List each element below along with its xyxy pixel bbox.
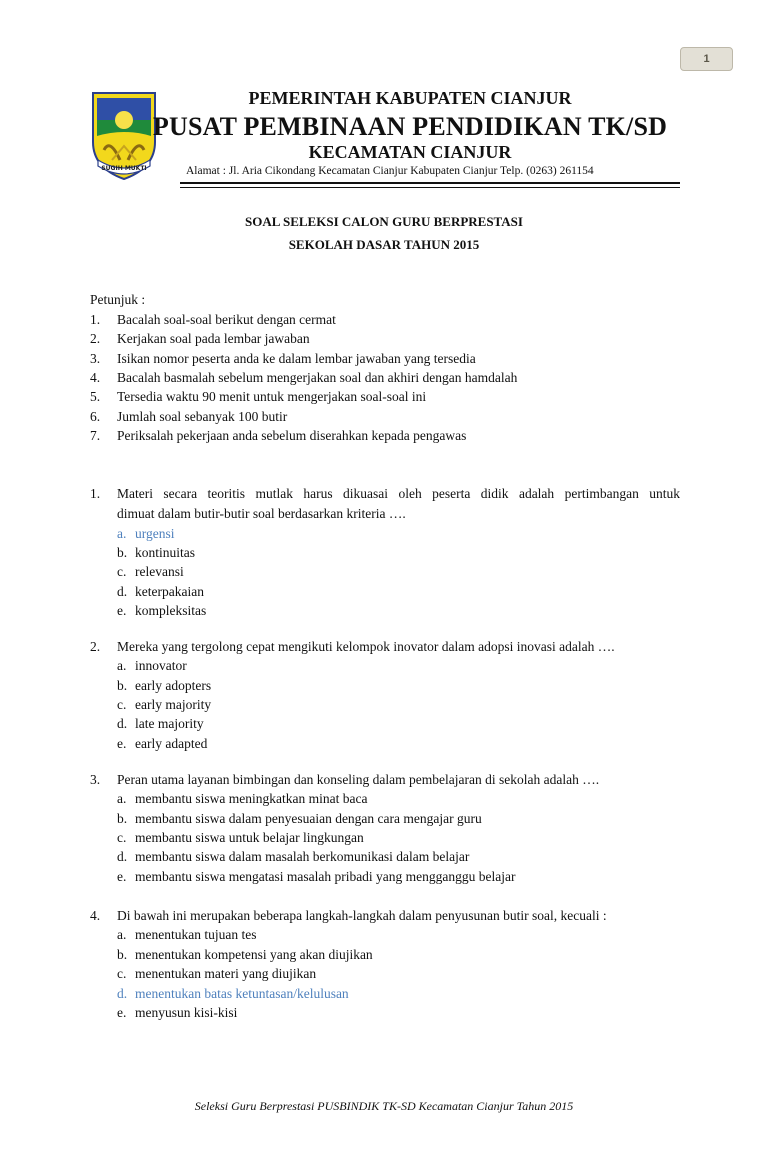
header-divider-thick — [180, 182, 680, 184]
question-3-text: 3. Peran utama layanan bimbingan dan konseling dalam pembelajaran di sekolah adalah …. — [90, 772, 600, 787]
header-address: Alamat : Jl. Aria Cikondang Kecamatan Cianjur Kabupaten Cianjur Telp. (0263) 261154 — [186, 165, 594, 177]
option: b. kontinuitas — [117, 545, 195, 560]
option: e. menyusun kisi-kisi — [117, 1005, 238, 1020]
header-institution: PUSAT PEMBINAAN PENDIDIKAN TK/SD — [152, 112, 668, 141]
header-district: KECAMATAN CIANJUR — [308, 142, 512, 162]
option: a. membantu siswa meningkatkan minat baca — [117, 791, 368, 806]
option: e. early adapted — [117, 736, 208, 751]
option: a. innovator — [117, 658, 187, 673]
option: b. membantu siswa dalam penyesuaian dengan cara mengajar guru — [117, 811, 482, 826]
option: d. late majority — [117, 716, 204, 731]
option: b. menentukan kompetensi yang akan diujikan — [117, 947, 373, 962]
instruction-item: 7. Periksalah pekerjaan anda sebelum diserahkan kepada pengawas — [90, 428, 467, 443]
instruction-item: 2. Kerjakan soal pada lembar jawaban — [90, 331, 310, 346]
option: e. membantu siswa mengatasi masalah pribadi yang mengganggu belajar — [117, 869, 516, 884]
question-1-text: 1. Materi secara teoritis mutlak harus dikuasai oleh peserta didik adalah pertimbangan untuk — [90, 486, 680, 501]
option-correct: a. urgensi — [117, 526, 175, 541]
page-number-badge: 1 — [680, 47, 733, 71]
option: c. membantu siswa untuk belajar lingkungan — [117, 830, 364, 845]
option-correct: d. menentukan batas ketuntasan/kelulusan — [117, 986, 349, 1001]
instruction-item: 5. Tersedia waktu 90 menit untuk mengerjakan soal-soal ini — [90, 389, 427, 404]
option: c. menentukan materi yang diujikan — [117, 966, 317, 981]
instruction-item: 4. Bacalah basmalah sebelum mengerjakan soal dan akhiri dengan hamdalah — [90, 370, 518, 385]
question-4-text: 4. Di bawah ini merupakan beberapa langkah-langkah dalam penyusunan butir soal, kecuali : — [90, 908, 607, 923]
instruction-item: 6. Jumlah soal sebanyak 100 butir — [90, 409, 288, 424]
option: b. early adopters — [117, 678, 212, 693]
option: c. relevansi — [117, 564, 184, 579]
exam-title: SOAL SELEKSI CALON GURU BERPRESTASI — [245, 214, 523, 229]
page-footer: Seleksi Guru Berprestasi PUSBINDIK TK-SD Kecamatan Cianjur Tahun 2015 — [194, 1099, 574, 1113]
svg-text:SUGIH MUKTI: SUGIH MUKTI — [101, 165, 147, 172]
instruction-item: 3. Isikan nomor peserta anda ke dalam lembar jawaban yang tersedia — [90, 351, 476, 366]
exam-subtitle: SEKOLAH DASAR TAHUN 2015 — [288, 237, 480, 252]
question-1-text-continued: dimuat dalam butir-butir soal berdasarkan kriteria …. — [117, 506, 406, 521]
option: a. menentukan tujuan tes — [117, 927, 257, 942]
instruction-item: 1. Bacalah soal-soal berikut dengan cermat — [90, 312, 336, 327]
option: d. membantu siswa dalam masalah berkomunikasi dalam belajar — [117, 849, 470, 864]
question-2-text: 2. Mereka yang tergolong cepat mengikuti kelompok inovator dalam adopsi inovasi adalah …. — [90, 639, 615, 654]
header-government: PEMERINTAH KABUPATEN CIANJUR — [248, 88, 572, 108]
option: e. kompleksitas — [117, 603, 207, 618]
option: c. early majority — [117, 697, 212, 712]
option: d. keterpakaian — [117, 584, 204, 599]
header-divider-thin — [180, 187, 680, 188]
instructions-label: Petunjuk : — [90, 292, 146, 307]
regency-emblem-logo — [90, 90, 158, 182]
